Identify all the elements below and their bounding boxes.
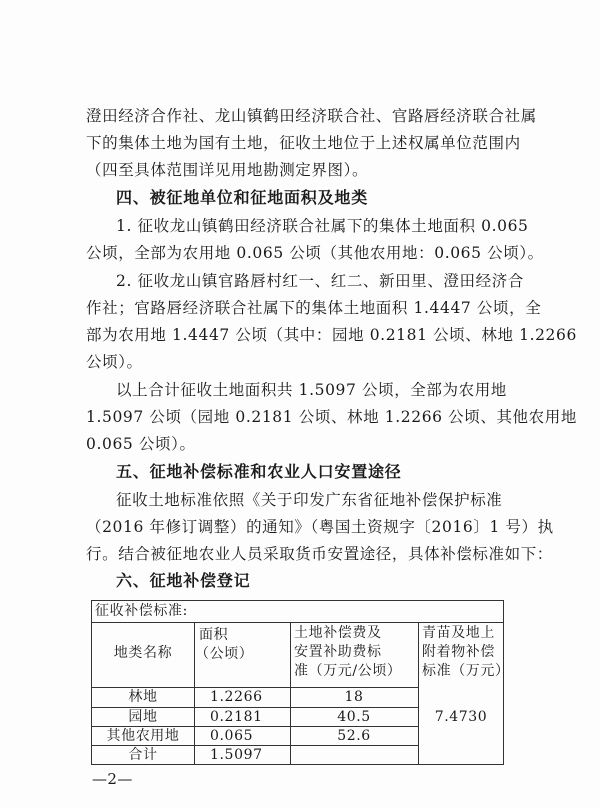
paragraph-line: 2. 征收龙山镇官路唇村红一、红二、新田里、澄田经济合 [116, 272, 524, 290]
table-divider [92, 707, 419, 708]
paragraph-line: 行。结合被征地农业人员采取货币安置途径，具体补偿标准如下： [86, 545, 553, 563]
header-comp-line3: 准（万元/公顷） [294, 663, 402, 679]
paragraph-line: 部为农用地 1.4447 公顷（其中：园地 0.2181 公顷、林地 1.2266 [86, 326, 577, 344]
paragraph-line: 作社；官路唇经济联合社属下的集体土地面积 1.4447 公顷，全 [86, 299, 542, 317]
table-divider [92, 726, 419, 727]
paragraph-line: 下的集体土地为国有土地，征收土地位于上述权属单位范围内 [86, 134, 521, 152]
section-heading-6: 六、征地补偿登记 [116, 571, 251, 590]
row-type: 林地 [128, 689, 158, 705]
table-divider [92, 687, 419, 688]
header-type: 地类名称 [113, 645, 173, 661]
header-area-line1: 面积 [199, 627, 229, 643]
row-comp: 52.6 [337, 728, 371, 744]
paragraph-line: 以上合计征收土地面积共 1.5097 公顷，全部为农用地 [116, 381, 507, 399]
row-type: 合计 [128, 747, 158, 763]
table-divider [418, 622, 419, 764]
paragraph-line: 公顷）。 [86, 353, 143, 371]
paragraph-line: 澄田经济合作社、龙山镇鹤田经济联合社、官路唇经济联合社属 [86, 107, 537, 125]
row-area: 1.5097 [210, 747, 263, 763]
crop-compensation-value: 7.4730 [434, 709, 488, 725]
paragraph-line: 0.065 公顷）。 [86, 435, 196, 453]
section-heading-4: 四、被征地单位和征地面积及地类 [116, 188, 369, 207]
page-number: —2— [92, 770, 133, 788]
header-crop-line3: 标准（万元） [422, 663, 510, 679]
header-area-line2: （公顷） [195, 646, 254, 662]
header-crop-line2: 附着物补偿 [422, 644, 495, 660]
compensation-table [91, 600, 510, 765]
row-type: 其他农用地 [106, 728, 180, 744]
row-type: 园地 [128, 709, 158, 725]
paragraph-line: （2016 年修订调整）的通知》（粤国土资规字〔2016〕1 号）执 [86, 518, 554, 536]
paragraph-line: 征收土地标准依照《关于印发广东省征地补偿保护标准 [116, 491, 503, 509]
table-divider [194, 622, 195, 764]
row-comp: 40.5 [337, 709, 371, 725]
table-divider [92, 745, 419, 746]
paragraph-line: 1. 征收龙山镇鹤田经济联合社属下的集体土地面积 0.065 [116, 217, 529, 235]
header-crop-line1: 青苗及地上 [422, 625, 495, 641]
row-area: 0.065 [210, 728, 254, 744]
row-area: 1.2266 [210, 689, 263, 705]
paragraph-line: 公顷，全部为农用地 0.065 公顷（其他农用地：0.065 公顷）。 [86, 244, 544, 262]
section-heading-5: 五、征地补偿标准和农业人口安置途径 [116, 462, 402, 481]
header-comp-line1: 土地补偿费及 [294, 625, 382, 641]
header-comp-line2: 安置补助费标 [294, 644, 382, 660]
row-area: 0.2181 [210, 709, 263, 725]
table-caption: 征收补偿标准: [95, 603, 188, 619]
paragraph-line: 1.5097 公顷（园地 0.2181 公顷、林地 1.2266 公顷、其他农用地 [86, 408, 577, 426]
row-comp: 18 [344, 689, 364, 705]
paragraph-line: （四至具体范围详见用地勘测定界图）。 [86, 161, 369, 179]
table-divider [92, 622, 503, 623]
